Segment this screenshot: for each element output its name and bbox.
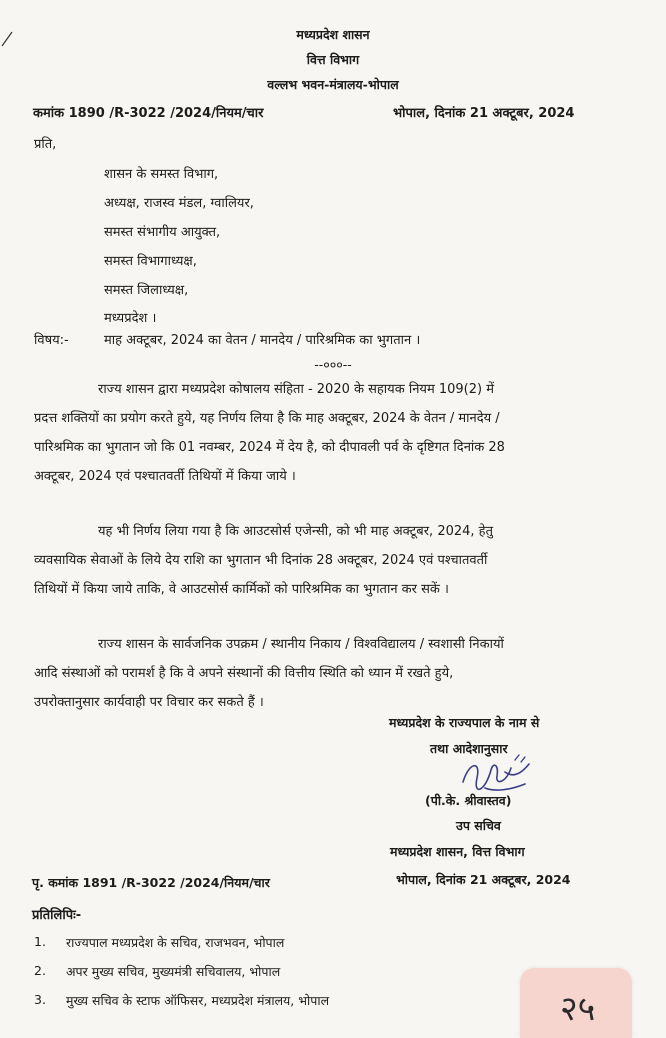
paragraph-line: आदि संस्थाओं को परामर्श है कि वे अपने संस्थानों की वित्तीय स्थिति को ध्यान में रखते हुये, (34, 666, 454, 681)
recipient-item: समस्त संभागीय आयुक्त, (104, 225, 221, 240)
signatory-name: (पी.के. श्रीवास्तव) (425, 793, 512, 808)
copy-to-label: प्रतिलिपिः- (32, 908, 82, 923)
header-government: मध्यप्रदेश शासन (296, 27, 370, 42)
subject-text: माह अक्टूबर, 2024 का वेतन / मानदेय / पारिश्रमिक का भुगतान । (104, 333, 421, 348)
header-address: वल्लभ भवन-मंत्रालय-भोपाल (267, 77, 399, 92)
recipient-item: समस्त विभागाध्यक्ष, (104, 254, 197, 269)
signatory-designation: उप सचिव (456, 818, 501, 833)
recipient-item: समस्त जिलाध्यक्ष, (104, 283, 189, 298)
copy-item-number: 1. (34, 934, 46, 949)
paragraph-2 (34, 517, 622, 604)
paragraph-1 (34, 375, 622, 491)
paragraph-line: अक्टूबर, 2024 एवं पश्चातवर्ती तिथियों में किया जाये । (34, 469, 296, 484)
stamp-text: २५ (560, 989, 596, 1029)
order-number: कमांक 1890 /R-3022 /2024/नियम/चार (33, 106, 264, 121)
copy-item-number: 3. (34, 992, 46, 1007)
paragraph-3 (34, 630, 622, 717)
header-department: वित्त विभाग (306, 52, 360, 67)
separator: --०००-- (314, 357, 352, 372)
paragraph-line: प्रदत्त शक्तियों का प्रयोग करते हुये, यह निर्णय लिया है कि माह अक्टूबर, 2024 के वेतन / मानदेय / (34, 411, 500, 426)
paragraph-line: राज्य शासन के सार्वजनिक उपक्रम / स्थानीय निकाय / विश्वविद्यालय / स्वशासी निकायों (98, 637, 504, 652)
subject-label: विषय:- (34, 333, 69, 348)
order-authority-line: मध्यप्रदेश के राज्यपाल के नाम से (389, 715, 540, 730)
paragraph-line: तिथियों में किया जाये ताकि, वे आउटसोर्स कार्मिकों को पारिश्रमिक का भुगतान कर सकें । (34, 582, 449, 597)
paragraph-line: राज्य शासन द्वारा मध्यप्रदेश कोषालय संहिता - 2020 के सहायक नियम 109(2) में (98, 382, 494, 397)
copy-item-number: 2. (34, 963, 46, 978)
paragraph-line: पारिश्रमिक का भुगतान जो कि 01 नवम्बर, 2024 में देय है, को दीपावली पर्व के दृष्टिगत दिनांक 28 (34, 440, 505, 455)
recipient-item: अध्यक्ष, राजस्व मंडल, ग्वालियर, (104, 196, 254, 211)
paragraph-line: व्यवसायिक सेवाओं के लिये देय राशि का भुगतान भी दिनांक 28 अक्टूबर, 2024 एवं पश्चातवर्ती (34, 553, 488, 568)
copy-item-text: अपर मुख्य सचिव, मुख्यमंत्री सचिवालय, भोपाल (66, 964, 281, 979)
paragraph-line: उपरोक्तानुसार कार्यवाही पर विचार कर सकते हैं । (34, 695, 264, 710)
paragraph-line: यह भी निर्णय लिया गया है कि आउटसोर्स एजेन्सी, को भी माह अक्टूबर, 2024, हेतु (98, 524, 493, 539)
order-authority-line: तथा आदेशानुसार (430, 741, 508, 756)
recipient-item: मध्यप्रदेश । (104, 311, 157, 326)
handwritten-stamp-note (520, 968, 632, 1038)
endorsement-place-date: भोपाल, दिनांक 21 अक्टूबर, 2024 (396, 872, 571, 887)
copy-item-text: मुख्य सचिव के स्टाफ ऑफिसर, मध्यप्रदेश मंत्रालय, भोपाल (66, 993, 330, 1008)
to-label: प्रति, (34, 137, 57, 152)
signatory-department: मध्यप्रदेश शासन, वित्त विभाग (390, 844, 525, 859)
recipient-item: शासन के समस्त विभाग, (104, 167, 219, 182)
order-place-date: भोपाल, दिनांक 21 अक्टूबर, 2024 (393, 106, 575, 121)
copy-item-text: राज्यपाल मध्यप्रदेश के सचिव, राजभवन, भोपाल (66, 935, 285, 950)
endorsement-number: पृ. कमांक 1891 /R-3022 /2024/नियम/चार (32, 875, 270, 890)
